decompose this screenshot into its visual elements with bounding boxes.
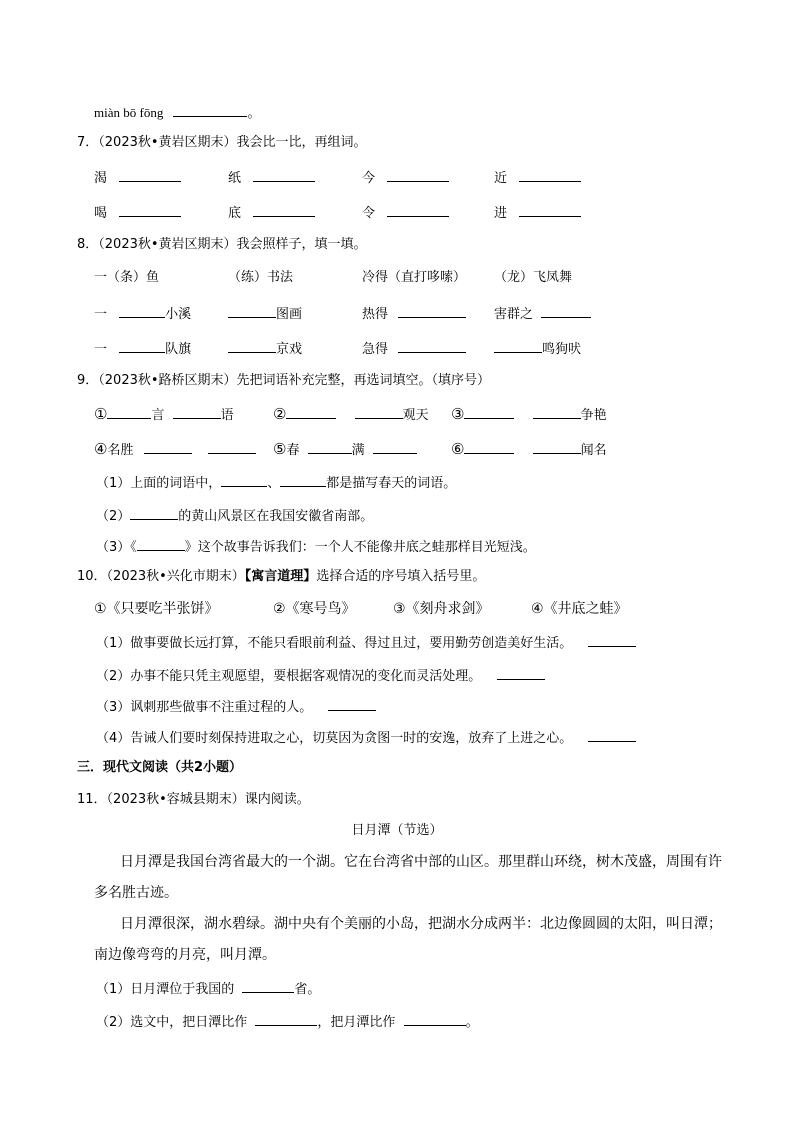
text: （2）办事不能只凭主观愿望，要根据客观情况的变化而灵活处理。 — [96, 669, 482, 684]
answer-blank[interactable] — [280, 473, 326, 487]
char: 渴 — [94, 171, 108, 186]
q9-title: 9．（2023秋•路桥区期末）先把词语补充完整，再选词填空。（填序号） — [77, 373, 491, 388]
text: 。 — [465, 1015, 479, 1030]
q8-item — [94, 339, 191, 359]
text: 害群之 — [494, 307, 534, 322]
q9-item — [451, 440, 607, 460]
text: 【寓言道理】 — [244, 569, 317, 584]
number: ② — [273, 405, 287, 423]
q10-option: ④《井底之蛙》 — [531, 601, 628, 617]
q8-example: （龙）飞凤舞 — [494, 270, 573, 285]
answer-blank[interactable] — [533, 405, 581, 419]
q7-row1-item — [228, 168, 315, 188]
text: （4）告诫人们要时刻保持进取之心，切莫因为贪图一时的安逸，放弃了上进之心。 — [96, 731, 573, 746]
text: 队旗 — [165, 342, 192, 357]
pinyin-line — [94, 103, 260, 123]
q7-row2-item — [228, 203, 315, 223]
answer-blank[interactable] — [228, 304, 276, 318]
answer-blank[interactable] — [533, 440, 581, 454]
text: （2） — [96, 509, 131, 524]
answer-blank[interactable] — [387, 168, 449, 182]
answer-blank[interactable] — [119, 339, 165, 353]
answer-blank[interactable] — [494, 339, 542, 353]
answer-blank[interactable] — [519, 168, 581, 182]
answer-blank[interactable] — [228, 339, 276, 353]
answer-blank[interactable] — [398, 304, 466, 318]
q9-sub3 — [96, 537, 536, 557]
answer-blank[interactable] — [173, 405, 221, 419]
q8-item — [94, 304, 191, 324]
answer-blank[interactable] — [519, 203, 581, 217]
q8-example: 一（条）鱼 — [94, 270, 160, 285]
text: 热得 — [362, 307, 389, 322]
q10-option: ③《刻舟求剑》 — [393, 601, 490, 617]
text: 的黄山风景区在我国安徽省南部。 — [178, 509, 374, 524]
number: ① — [94, 405, 108, 423]
answer-blank[interactable] — [173, 103, 247, 117]
answer-blank[interactable] — [541, 304, 591, 318]
number: ③ — [451, 405, 465, 423]
answer-blank[interactable] — [119, 304, 165, 318]
text: 满 — [351, 443, 365, 458]
char: 喝 — [94, 206, 108, 221]
q8-title: 8．（2023秋•黄岩区期末）我会照样子，填一填。 — [77, 237, 367, 252]
q11-sub1 — [96, 979, 320, 999]
text: 选择合适的序号填入括号里。 — [316, 569, 486, 584]
text: 京戏 — [276, 342, 303, 357]
text: 图画 — [276, 307, 303, 322]
q7-row2-item — [494, 203, 581, 223]
q8-item — [228, 304, 302, 324]
q11-title: 11．（2023秋•容城县期末）课内阅读。 — [77, 792, 310, 807]
q10-sub2 — [96, 666, 545, 686]
text: 小溪 — [165, 307, 192, 322]
number: ⑤ — [273, 440, 287, 458]
q9-sub1 — [96, 473, 456, 493]
text: 观天 — [402, 408, 429, 423]
text: 语 — [220, 408, 234, 423]
char: 底 — [228, 206, 242, 221]
text: 名胜 — [107, 443, 134, 458]
number: ⑥ — [451, 440, 465, 458]
passage-paragraph: 南边像弯弯的月亮，叫月潭。 — [94, 947, 276, 963]
q8-item — [494, 304, 591, 324]
char: 令 — [362, 206, 376, 221]
q10-sub1 — [96, 633, 636, 653]
q9-sub2 — [96, 506, 373, 526]
answer-blank[interactable] — [464, 440, 514, 454]
answer-blank[interactable] — [144, 440, 192, 454]
passage-title: 日月潭（节选） — [351, 823, 443, 838]
q8-example: （练）书法 — [228, 270, 294, 285]
answer-blank[interactable] — [119, 168, 181, 182]
answer-blank[interactable] — [255, 1012, 317, 1026]
answer-blank[interactable] — [107, 405, 151, 419]
q9-item — [273, 440, 417, 460]
text: 都是描写春天的词语。 — [326, 476, 457, 491]
answer-blank[interactable] — [387, 203, 449, 217]
q7-row1-item — [362, 168, 449, 188]
pinyin-text: miàn bō fōng — [94, 105, 164, 120]
period: 。 — [247, 106, 261, 121]
passage-paragraph: 日月潭是我国台湾省最大的一个湖。它在台湾省中部的山区。那里群山环绕，树木茂盛，周围有许 — [120, 854, 722, 870]
q9-item — [94, 405, 234, 425]
text: （2）选文中，把日潭比作 — [96, 1015, 248, 1030]
number: ④ — [94, 440, 108, 458]
answer-blank[interactable] — [221, 473, 267, 487]
text: 春 — [286, 443, 300, 458]
answer-blank[interactable] — [130, 506, 178, 520]
text: （3）《 — [96, 540, 137, 555]
char: 近 — [494, 171, 508, 186]
q8-item — [228, 339, 302, 359]
answer-blank[interactable] — [588, 633, 636, 647]
text: 一 — [94, 342, 108, 357]
q10-option: ①《只要吃半张饼》 — [94, 601, 219, 617]
answer-blank[interactable] — [137, 537, 185, 551]
q9-item — [94, 440, 256, 460]
q7-row2-item — [94, 203, 181, 223]
q9-item — [273, 405, 429, 425]
answer-blank[interactable] — [286, 405, 336, 419]
answer-blank[interactable] — [242, 979, 294, 993]
answer-blank[interactable] — [253, 203, 315, 217]
answer-blank[interactable] — [328, 697, 376, 711]
q7-title: 7．（2023秋•黄岩区期末）我会比一比，再组词。 — [77, 135, 367, 150]
text: ，把月潭比作 — [317, 1015, 396, 1030]
text: 一 — [94, 307, 108, 322]
q10-sub3 — [96, 697, 376, 717]
answer-blank[interactable] — [464, 405, 514, 419]
passage-paragraph: 多名胜古迹。 — [94, 885, 178, 901]
text: （3）讽刺那些做事不注重过程的人。 — [96, 700, 313, 715]
text: （1）日月潭位于我国的 — [96, 982, 235, 997]
char: 今 — [362, 171, 376, 186]
answer-blank[interactable] — [208, 440, 256, 454]
text: 言 — [151, 408, 165, 423]
q10-title — [77, 568, 485, 586]
text: （1）做事要做长远打算，不能只看眼前利益、得过且过，要用勤劳创造美好生活。 — [96, 636, 573, 651]
answer-blank[interactable] — [497, 666, 545, 680]
text: 10．（2023秋•兴化市期末） — [77, 569, 245, 584]
text: （1）上面的词语中， — [96, 476, 222, 491]
answer-blank[interactable] — [308, 440, 352, 454]
q9-item — [451, 405, 607, 425]
answer-blank[interactable] — [398, 339, 466, 353]
answer-blank[interactable] — [253, 168, 315, 182]
passage-paragraph: 日月潭很深，湖水碧绿。湖中央有个美丽的小岛，把湖水分成两半：北边像圆圆的太阳，叫日潭； — [120, 916, 722, 932]
answer-blank[interactable] — [373, 440, 417, 454]
q7-row1-item — [94, 168, 181, 188]
text: 急得 — [362, 342, 389, 357]
q8-item — [494, 339, 581, 359]
q8-example: 冷得（直打哆嗦） — [362, 270, 467, 285]
text: 鸣狗吠 — [542, 342, 582, 357]
section-heading: 三．现代文阅读（共2小题） — [77, 760, 243, 775]
q8-item — [362, 339, 466, 359]
char: 纸 — [228, 171, 242, 186]
q11-sub2 — [96, 1012, 479, 1032]
answer-blank[interactable] — [404, 1012, 466, 1026]
answer-blank[interactable] — [588, 728, 636, 742]
text: 闻名 — [580, 443, 607, 458]
q7-row2-item — [362, 203, 449, 223]
text: 》这个故事告诉我们：一个人不能像井底之蛙那样目光短浅。 — [184, 540, 536, 555]
q7-row1-item — [494, 168, 581, 188]
answer-blank[interactable] — [119, 203, 181, 217]
q10-option: ②《寒号鸟》 — [273, 601, 356, 617]
text: 、 — [267, 476, 281, 491]
text: 争艳 — [580, 408, 607, 423]
answer-blank[interactable] — [355, 405, 403, 419]
char: 进 — [494, 206, 508, 221]
q8-item — [362, 304, 466, 324]
text: 省。 — [294, 982, 321, 997]
q10-sub4 — [96, 728, 636, 748]
